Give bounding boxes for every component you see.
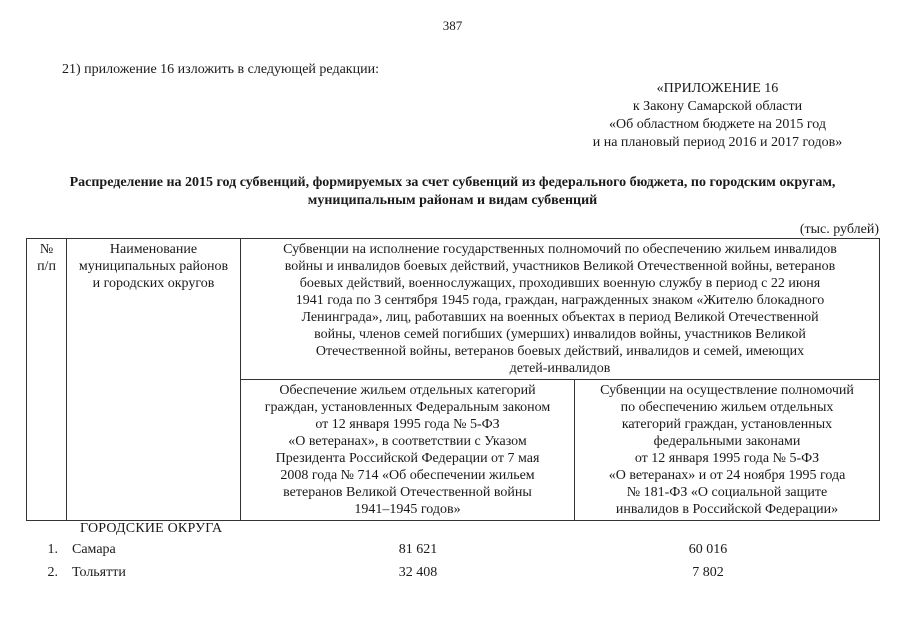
page-number: 387 (442, 18, 463, 33)
header-number: № п/п (27, 239, 67, 521)
row-value-1: 32 408 (398, 565, 438, 580)
appendix-line: «Об областном бюджете на 2015 год (609, 117, 826, 132)
group-label: ГОРОДСКИЕ ОКРУГА (80, 521, 223, 536)
title-line: муниципальным районам и видам субвенций (307, 193, 598, 208)
row-number: 2. (47, 565, 58, 580)
header-sub-federal: Субвенции на осуществление полномочий по обеспечению жильем отдельных категорий граждан, установленных федеральными законами от 12 января 1995 года № 5-ФЗ «О ветеранах» и от 24 ноября 1995 года № 181-ФЗ «О социальной защите инвалидов в Российской Федерации» (575, 380, 880, 521)
header-sub-veterans: Обеспечение жильем отдельных категорий граждан, установленных Федеральным законом от 12 января 1995 года № 5-ФЗ «О ветеранах», в соответствии с Указом Президента Российской Федерации от 7 мая 2008 года № 714 «Об обеспечении жильем ветеранов Великой Отечественной войны 1941–1945 годов» (241, 380, 575, 521)
units-label: (тыс. рублей) (799, 222, 879, 237)
header-name: Наименование муниципальных районов и городских округов (67, 239, 241, 521)
appendix-line: «ПРИЛОЖЕНИЕ 16 (656, 81, 779, 96)
row-value-1: 81 621 (398, 542, 438, 557)
row-number: 1. (47, 542, 58, 557)
header-subsidy: Субвенции на исполнение государственных полномочий по обеспечению жильем инвалидов войны и инвалидов боевых действий, участников Великой Отечественной войны, ветеранов боевых действий, военнослужащих, проходивших военную службу в период с 22 июня 1941 года по 3 сентября 1945 года, граждан, награжденных знаком «Жителю блокадного Ленинграда», лиц, работавших на военных объектах в период Великой Отечественной войны, членов семей погибших (умерших) инвалидов войны, участников Великой Отечественной войны, ветеранов боевых действий, инвалидов и семей, имеющих детей-инвалидов (241, 239, 880, 380)
amendment-text: 21) приложение 16 изложить в следующей редакции: (62, 62, 379, 77)
row-value-2: 7 802 (692, 565, 724, 580)
title-line: Распределение на 2015 год субвенций, формируемых за счет субвенций из федерального бюджета, по городским округам, (69, 175, 836, 190)
row-name: Тольятти (72, 565, 126, 580)
row-name: Самара (72, 542, 116, 557)
appendix-line: к Закону Самарской области (632, 99, 803, 114)
appendix-line: и на плановый период 2016 и 2017 годов» (592, 135, 843, 150)
subsidy-table (26, 238, 880, 521)
document-title (20, 174, 885, 210)
row-value-2: 60 016 (688, 542, 728, 557)
appendix-header (560, 80, 875, 152)
